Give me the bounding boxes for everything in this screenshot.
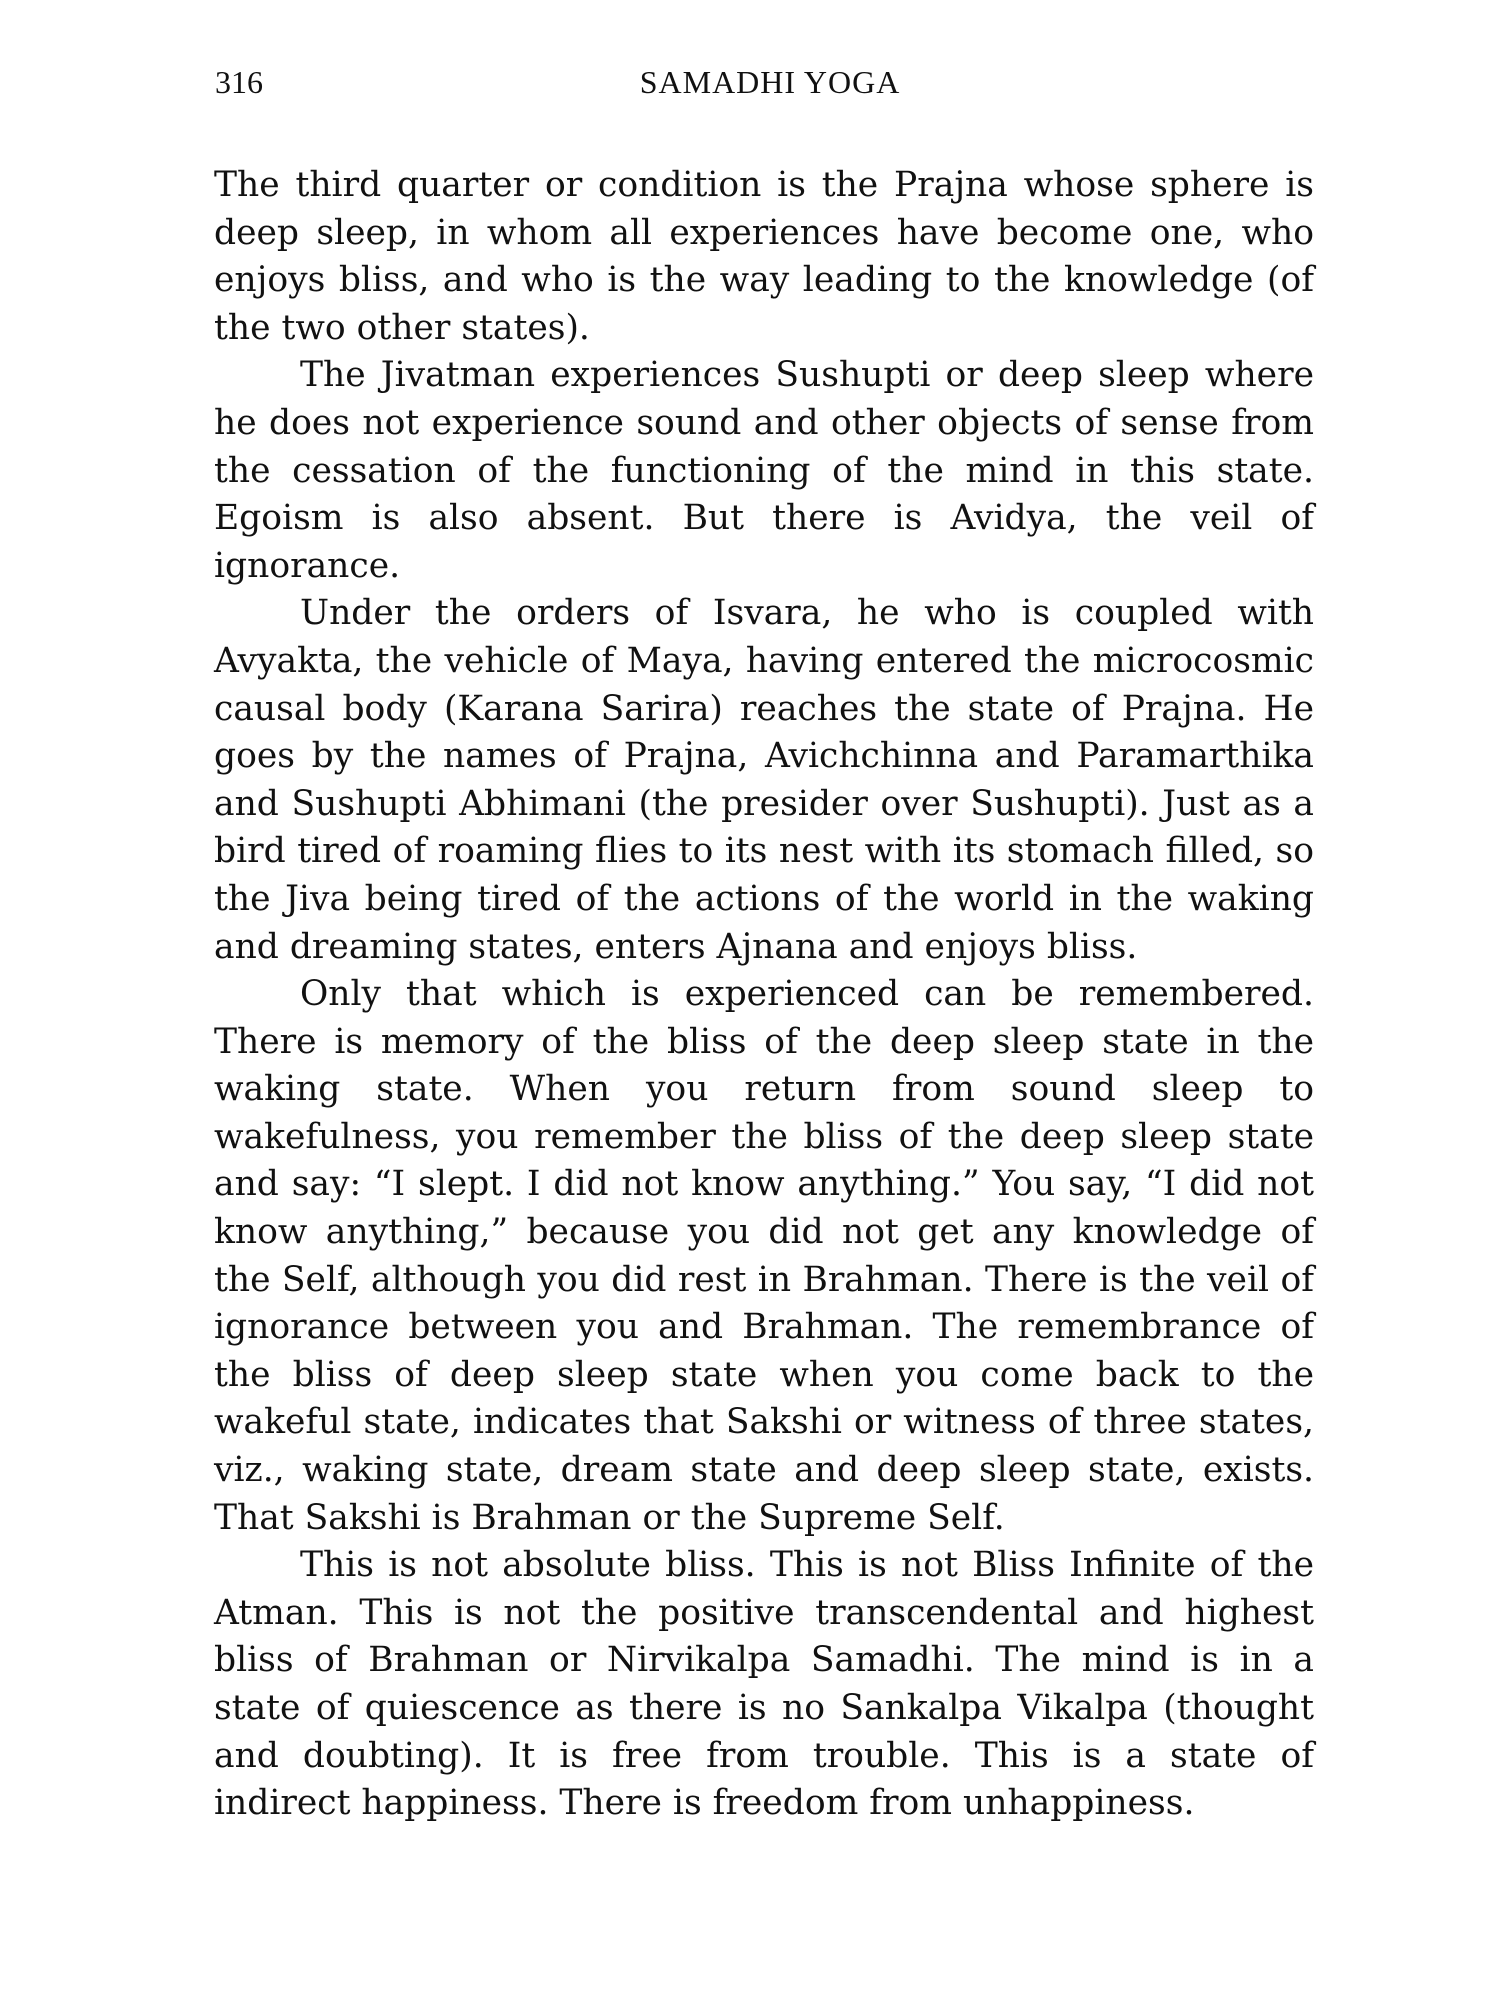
paragraph-isvara-avyakta: Under the orders of Isvara, he who is coupled with Avyakta, the vehicle of Maya, having entered the microcosmic causal body (Karana Sarira) reaches the state of Prajna. He goes by the names of Prajna, Avichchinna and Paramarthika and Sushupti Abhimani (the presider over Sushupti). Just as a bird tired of roaming flies to its nest with its stomach filled, so the Jiva being tired of the actions of the world in the waking and dreaming states, enters Ajnana and enjoys bliss. — [214, 593, 1314, 967]
paragraph-prajna-definition: The third quarter or condition is the Prajna whose sphere is deep sleep, in whom all experiences have become one, who enjoys bliss, and who is the way leading to the knowledge (of the two other states). — [214, 165, 1314, 348]
body-text — [214, 162, 1314, 1828]
paragraph-not-absolute-bliss: This is not absolute bliss. This is not Bliss Infinite of the Atman. This is not the positive transcendental and highest bliss of Brahman or Nirvikalpa Samadhi. The mind is in a state of quiescence as there is no Sankalpa Vikalpa (thought and doubting). It is free from trouble. This is a state of indirect happiness. There is freedom from unhappiness. — [214, 1545, 1314, 1824]
book-title: SAMADHI YOGA — [639, 64, 901, 100]
page-number: 316 — [215, 64, 263, 100]
paragraph-jivatman-sushupti: The Jivatman experiences Sushupti or deep sleep where he does not experience sound and other objects of sense from the cessation of the functioning of the mind in this state. Egoism is also absent. But there is Avidya, the veil of ignorance. — [214, 355, 1314, 586]
paragraph-memory-of-bliss: Only that which is experienced can be remembered. There is memory of the bliss of the deep sleep state in the waking state. When you return from sound sleep to wakefulness, you remember the bliss of the deep sleep state and say: “I slept. I did not know anything.” You say, “I did not know anything,” because you did not get any knowledge of the Self, although you did rest in Brahman. There is the veil of ignorance between you and Brahman. The remembrance of the bliss of deep sleep state when you come back to the wakeful state, indicates that Sakshi or witness of three states, viz., waking state, dream state and deep sleep state, exists. That Sakshi is Brahman or the Supreme Self. — [214, 974, 1314, 1538]
running-head — [215, 62, 1325, 102]
